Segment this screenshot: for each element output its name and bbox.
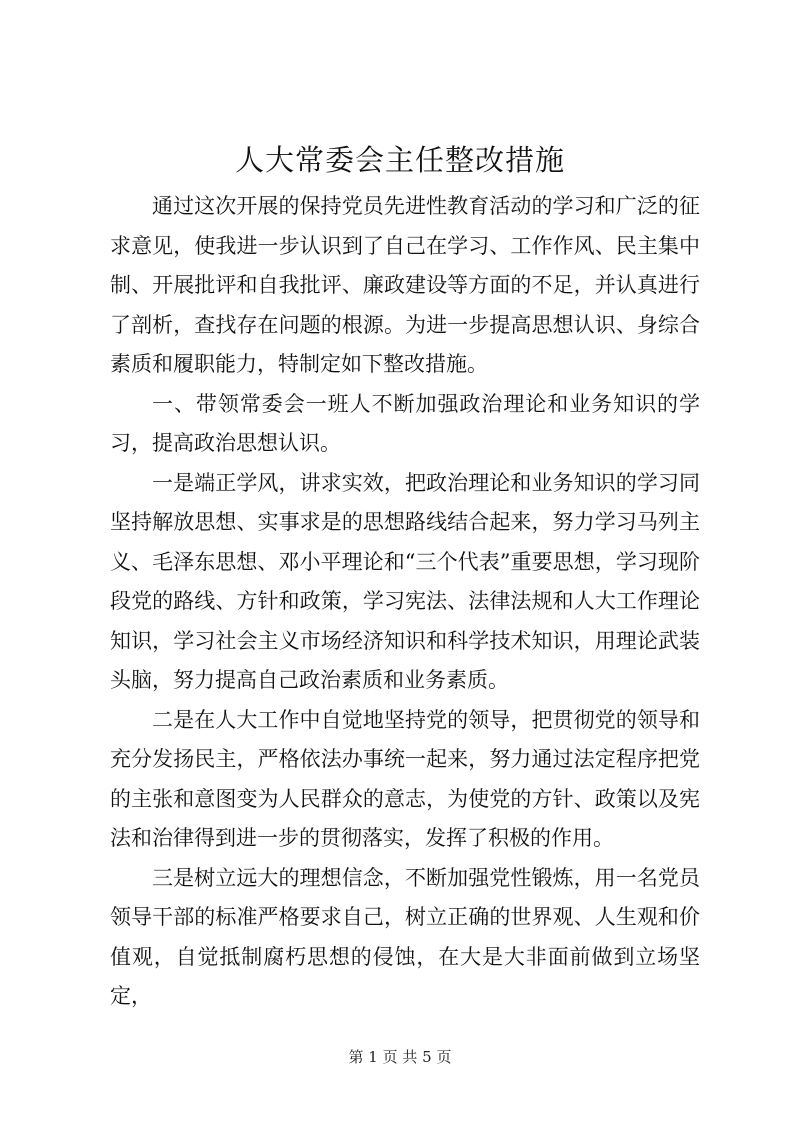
document-body <box>110 187 700 1017</box>
paragraph-point-three: 三是树立远大的理想信念，不断加强党性锻炼，用一名党员领导干部的标准严格要求自己，树立正确的世界观、人生观和价值观，自觉抵制腐朽思想的侵蚀，在大是大非面前做到立场坚定， <box>110 865 700 1008</box>
paragraph-intro: 通过这次开展的保持党员先进性教育活动的学习和广泛的征求意见，使我进一步认识到了自己在学习、工作作风、民主集中制、开展批评和自我批评、廉政建设等方面的不足，并认真进行了剖析，查找存在问题的根源。为进一步提高思想认识、身综合素质和履职能力，特制定如下整改措施。 <box>110 194 700 376</box>
document-title: 人大常委会主任整改措施 <box>234 143 565 177</box>
paragraph-point-one: 一是端正学风，讲求实效，把政治理论和业务知识的学习同坚持解放思想、实事求是的思想路线结合起来，努力学习马列主义、毛泽东思想、邓小平理论和“三个代表”重要思想，学习现阶段党的路线、方针和政策，学习宪法、法律法规和人大工作理论知识，学习社会主义市场经济知识和科学技术知识，用理论武装头脑，努力提高自己政治素质和业务素质。 <box>110 470 700 692</box>
paragraph-point-two: 二是在人大工作中自觉地坚持党的领导，把贯彻党的领导和充分发扬民主，严格依法办事统一起来，努力通过法定程序把党的主张和意图变为人民群众的意志，为使党的方针、政策以及宪法和治律得到进一步的贯彻落实，发挥了积极的作用。 <box>110 707 700 850</box>
paragraph-section-heading: 一、带领常委会一班人不断加强政治理论和业务知识的学习，提高政治思想认识。 <box>110 391 700 455</box>
page-number-footer: 第 1 页 共 5 页 <box>348 1048 452 1066</box>
